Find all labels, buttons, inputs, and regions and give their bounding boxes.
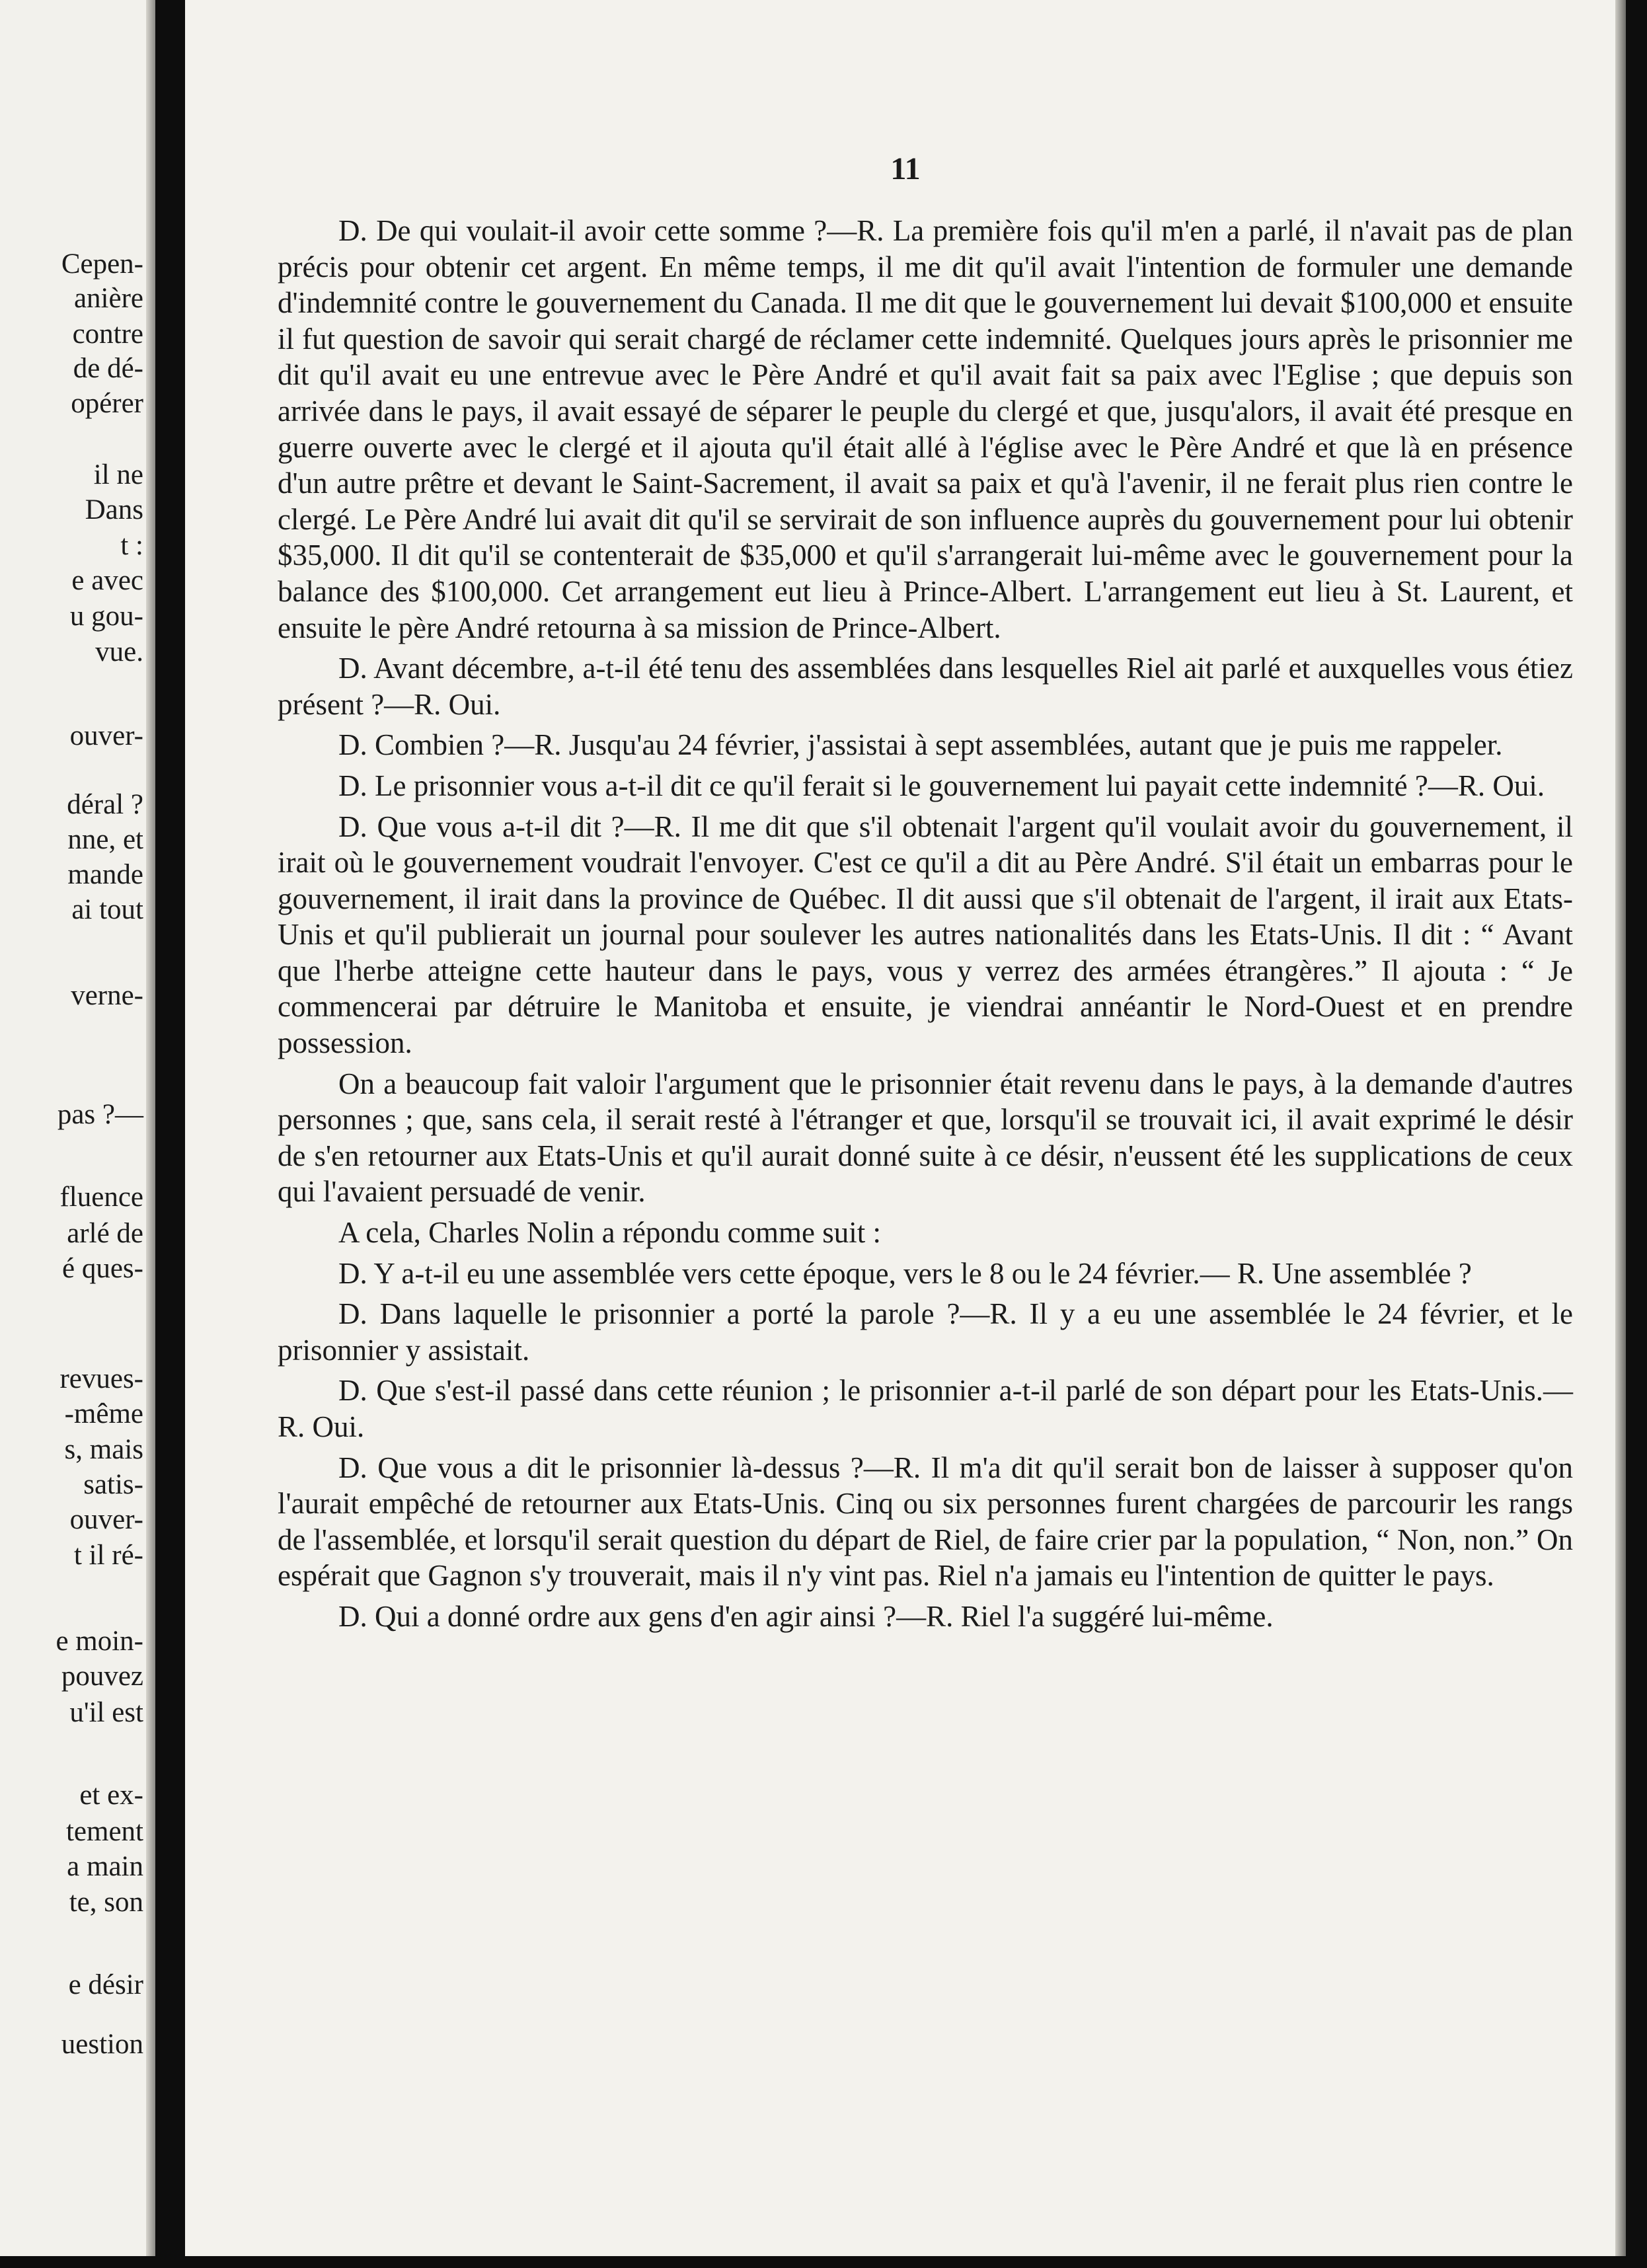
left-margin-fragment: vue.: [95, 636, 143, 667]
left-margin-fragment: t il ré-: [73, 1540, 143, 1571]
left-margin-fragment: ouver-: [69, 720, 143, 751]
left-margin-fragment: anière: [73, 283, 143, 314]
paragraph: D. Avant décembre, a-t-il été tenu des assemblées dans lesquelles Riel ait parlé et auxquelles vous étiez présent ?—R. Oui.: [278, 652, 1573, 721]
left-margin-fragment: il ne: [93, 459, 143, 490]
left-margin-fragment: ai tout: [71, 894, 143, 925]
left-margin-fragment: verne-: [71, 980, 143, 1011]
page-gutter: [1615, 0, 1626, 2268]
left-margin-fragment: Cepen-: [61, 248, 143, 280]
left-margin-fragment: opérer: [71, 388, 143, 419]
paragraph: D. Y a-t-il eu une assemblée vers cette époque, vers le 8 ou le 24 février.— R. Une assemblée ?: [338, 1256, 1472, 1290]
paragraph: D. Que vous a dit le prisonnier là-dessus ?—R. Il m'a dit qu'il serait bon de laisser à supposer qu'on l'aurait empêché de retourner aux Etats-Unis. Cinq ou six personnes furent chargées de parcourir les rangs de l'assemblée, et lorsqu'il serait question du départ de Riel, de faire crier par la population, “ Non, non.” On espérait que Gagnon s'y trouverait, mais il n'y vint pas. Riel n'a jamais eu l'intention de quitter le pays.: [278, 1451, 1573, 1593]
paragraph: D. Dans laquelle le prisonnier a porté la parole ?—R. Il y a eu une assemblée le 24 février, et le prisonnier y assistait.: [278, 1297, 1573, 1367]
left-margin-fragment: -même: [64, 1398, 143, 1429]
paragraph: D. Que vous a-t-il dit ?—R. Il me dit que s'il obtenait l'argent qu'il voulait avoir du gouvernement, il irait où le gouvernement voudrait l'envoyer. C'est ce qu'il a dit au Père André. S'il était un embarras pour le gouvernement, il irait dans la province de Québec. Il dit aussi que s'il obtenait de l'argent, il irait aux Etats-Unis et qu'il publierait un journal pour soulever les autres nationalités dans les Etats-Unis. Il dit : “ Avant que l'herbe atteigne cette hauteur dans le pays, vous y verrez des armées étrangères.” Il ajouta : “ Je commencerai par détruire le Manitoba et ensuite, je viendrai annéantir le Nord-Ouest et en prendre possession.: [278, 810, 1573, 1060]
paragraph: D. Combien ?—R. Jusqu'au 24 février, j'assistai à sept assemblées, autant que je puis me rappeler.: [338, 728, 1503, 762]
body-text: [278, 213, 1573, 1640]
left-margin-fragment: é ques-: [62, 1253, 143, 1284]
left-margin-fragment: ouver-: [69, 1504, 143, 1535]
paragraph: On a beaucoup fait valoir l'argument que le prisonnier était revenu dans le pays, à la demande d'autres personnes ; que, sans cela, il serait resté à l'étranger et que, lorsqu'il se trouvait ici, il avait exprimé le désir de s'en retourner aux Etats-Unis et qu'il aurait donné suite à ce désir, n'eussent été les supplications de ceux qui l'avaient persuadé de venir.: [278, 1067, 1573, 1209]
paragraph: D. Que s'est-il passé dans cette réunion ; le prisonnier a-t-il parlé de son départ pour les Etats-Unis.—R. Oui.: [278, 1374, 1573, 1443]
left-margin-fragment: satis-: [83, 1469, 143, 1500]
left-margin-fragment: u gou-: [69, 601, 143, 632]
left-margin-fragment: e avec: [71, 565, 143, 596]
left-margin-fragment: fluence: [59, 1182, 143, 1213]
scan-border: [0, 2256, 1647, 2268]
left-margin-fragment: de dé-: [73, 353, 143, 384]
left-margin-fragment: Dans: [85, 494, 143, 525]
left-margin-fragment: arlé de: [67, 1218, 143, 1249]
left-page-fragment: [0, 0, 155, 2268]
left-margin-fragment: revues-: [59, 1363, 143, 1394]
left-margin-fragment: déral ?: [67, 789, 143, 820]
left-margin-fragment: contre: [72, 319, 143, 350]
left-margin-fragment: e moin-: [56, 1626, 143, 1657]
left-margin-fragment: u'il est: [69, 1697, 143, 1728]
page-number: 11: [890, 151, 921, 186]
left-margin-fragment: pouvez: [61, 1661, 143, 1692]
left-margin-fragment: tement: [65, 1816, 143, 1847]
paragraph: D. Le prisonnier vous a-t-il dit ce qu'il ferait si le gouvernement lui payait cette indemnité ?—R. Oui.: [338, 769, 1545, 802]
page-edge: [146, 0, 155, 2268]
left-margin-fragment: e désir: [68, 1969, 143, 2000]
left-margin-fragment: et ex-: [79, 1780, 143, 1811]
left-margin-fragment: s, mais: [64, 1434, 143, 1465]
left-margin-fragment: nne, et: [67, 824, 143, 855]
left-margin-fragment: uestion: [61, 2029, 143, 2060]
right-page: [185, 0, 1626, 2268]
left-margin-fragment: a main: [67, 1851, 143, 1882]
left-margin-fragment: t :: [120, 530, 143, 561]
left-margin-fragment: pas ?—: [57, 1099, 143, 1130]
left-margin-fragment: te, son: [69, 1887, 143, 1918]
paragraph: A cela, Charles Nolin a répondu comme suit :: [338, 1216, 882, 1250]
paragraph: D. De qui voulait-il avoir cette somme ?—R. La première fois qu'il m'en a parlé, il n'avait pas de plan précis pour obtenir cet argent. En même temps, il me dit qu'il avait l'intention de formuler une demande d'indemnité contre le gouvernement du Canada. Il me dit que le gouvernement lui devait $100,000 et ensuite il fut question de savoir qui serait chargé de réclamer cette indemnité. Quelques jours après le prisonnier me dit qu'il avait eu une entrevue avec le Père André et qu'il avait fait sa paix avec l'Eglise ; que depuis son arrivée dans le pays, il avait essayé de séparer le peuple du clergé et que, jusqu'alors, il avait été presque en guerre ouverte avec le clergé et il ajouta qu'il était allé à l'église avec le Père André et que là en présence d'un autre prêtre et devant le Saint-Sacrement, il avait sa paix et qu'à l'avenir, il ne ferait plus rien contre le clergé. Le Père André lui avait dit qu'il se servirait de son influence auprès du gouvernement pour lui obtenir $35,000. Il dit qu'il se contenterait de $35,000 et qu'il s'arrangerait lui-même avec le gouvernement pour la balance des $100,000. Cet arrangement eut lieu à Prince-Albert. L'arrangement eut lieu à St. Laurent, et ensuite le père André retourna à sa mission de Prince-Albert.: [278, 214, 1573, 644]
paragraph: D. Qui a donné ordre aux gens d'en agir ainsi ?—R. Riel l'a suggéré lui-même.: [338, 1599, 1274, 1633]
left-margin-fragment: mande: [67, 859, 143, 890]
